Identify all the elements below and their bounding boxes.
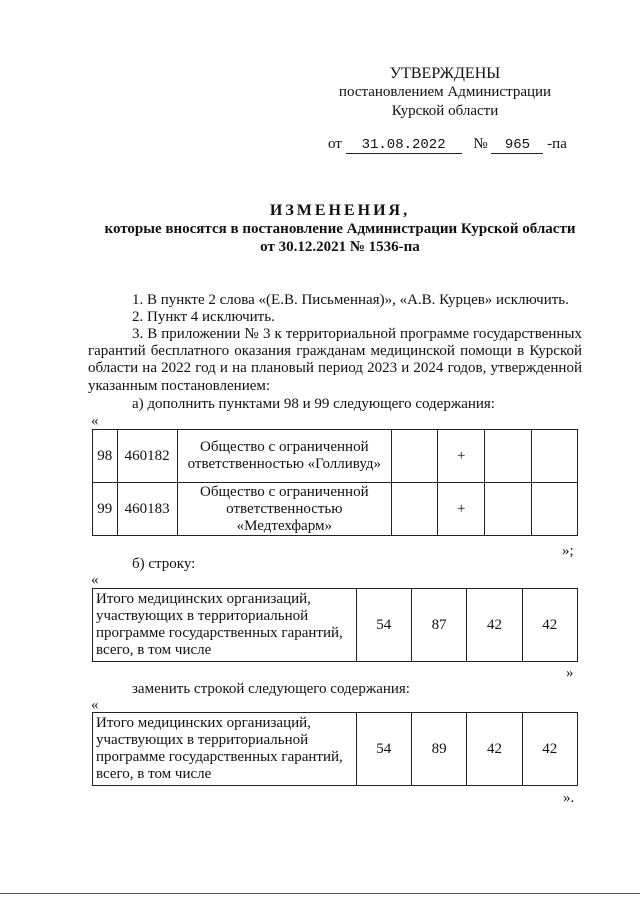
table-row xyxy=(93,713,578,786)
empty-cell xyxy=(485,430,531,483)
table-row xyxy=(93,483,578,536)
paragraph-3: 3. В приложении № 3 к территориальной программе государственных гарантий бесплатного оказания гражданам медицинской помощи в Курской области на 2022 год и на плановый период 2023 и 2024 годов, утвержденной указанным постановлением: xyxy=(88,326,582,394)
new-row-value: 54 xyxy=(356,713,411,786)
open-quote-1: « xyxy=(91,413,99,429)
document-title xyxy=(60,202,620,256)
old-row-table xyxy=(92,588,578,662)
old-row-value: 87 xyxy=(411,589,466,662)
close-quote-1: »; xyxy=(562,543,574,559)
paragraph-3a: а) дополнить пунктами 98 и 99 следующего содержания: xyxy=(132,396,495,412)
empty-cell xyxy=(391,430,437,483)
empty-cell xyxy=(531,430,577,483)
approved-line-1: постановлением Администрации xyxy=(338,84,552,100)
old-row-value: 42 xyxy=(467,589,522,662)
old-row-value: 54 xyxy=(356,589,411,662)
number-sign: № xyxy=(473,136,488,152)
title-line-3: от 30.12.2021 № 1536-па xyxy=(260,239,420,255)
approved-heading: УТВЕРЖДЕНЫ xyxy=(389,65,501,82)
new-row-table xyxy=(92,712,578,786)
empty-cell xyxy=(391,483,437,536)
row-mark: + xyxy=(438,483,485,536)
row-mark: + xyxy=(438,430,485,483)
row-code: 460182 xyxy=(117,430,177,483)
close-quote-3: ». xyxy=(563,790,575,806)
empty-cell xyxy=(531,483,577,536)
row-organization: Общество с ограниченной ответственностью «Голливуд» xyxy=(177,430,391,483)
open-quote-2: « xyxy=(91,572,99,588)
old-row-label: Итого медицинских организаций, участвующих в территориальной программе государственных гарантий, всего, в том числе xyxy=(93,589,357,662)
table-row xyxy=(93,430,578,483)
paragraph-3c: заменить строкой следующего содержания: xyxy=(132,681,410,697)
document-date: 31.08.2022 xyxy=(346,137,462,154)
new-row-label: Итого медицинских организаций, участвующих в территориальной программе государственных гарантий, всего, в том числе xyxy=(93,713,357,786)
paragraph-1: 1. В пункте 2 слова «(Е.В. Письменная)», «А.В. Курцев» исключить. xyxy=(132,292,569,308)
date-prefix: от xyxy=(328,136,342,152)
paragraph-3b: б) строку: xyxy=(132,556,196,572)
additions-table xyxy=(92,429,578,536)
new-row-value: 42 xyxy=(522,713,577,786)
table-row xyxy=(93,589,578,662)
document-number: 965 xyxy=(491,137,543,154)
old-row-value: 42 xyxy=(522,589,577,662)
row-code: 460183 xyxy=(117,483,177,536)
paragraph-2: 2. Пункт 4 исключить. xyxy=(132,309,275,325)
approved-line-2: Курской области xyxy=(391,103,499,119)
row-number: 98 xyxy=(93,430,118,483)
scan-edge-line xyxy=(0,893,640,894)
number-suffix: -па xyxy=(547,136,567,152)
open-quote-3: « xyxy=(91,697,99,713)
new-row-value: 89 xyxy=(411,713,466,786)
row-number: 99 xyxy=(93,483,118,536)
new-row-value: 42 xyxy=(467,713,522,786)
close-quote-2: » xyxy=(566,665,574,681)
row-organization: Общество с ограниченной ответственностью «Медтехфарм» xyxy=(177,483,391,536)
title-main: ИЗМЕНЕНИЯ, xyxy=(269,202,411,219)
title-line-2: которые вносятся в постановление Администрации Курской области xyxy=(104,221,576,237)
empty-cell xyxy=(485,483,531,536)
date-number-line xyxy=(328,136,567,154)
approval-block xyxy=(320,64,570,121)
